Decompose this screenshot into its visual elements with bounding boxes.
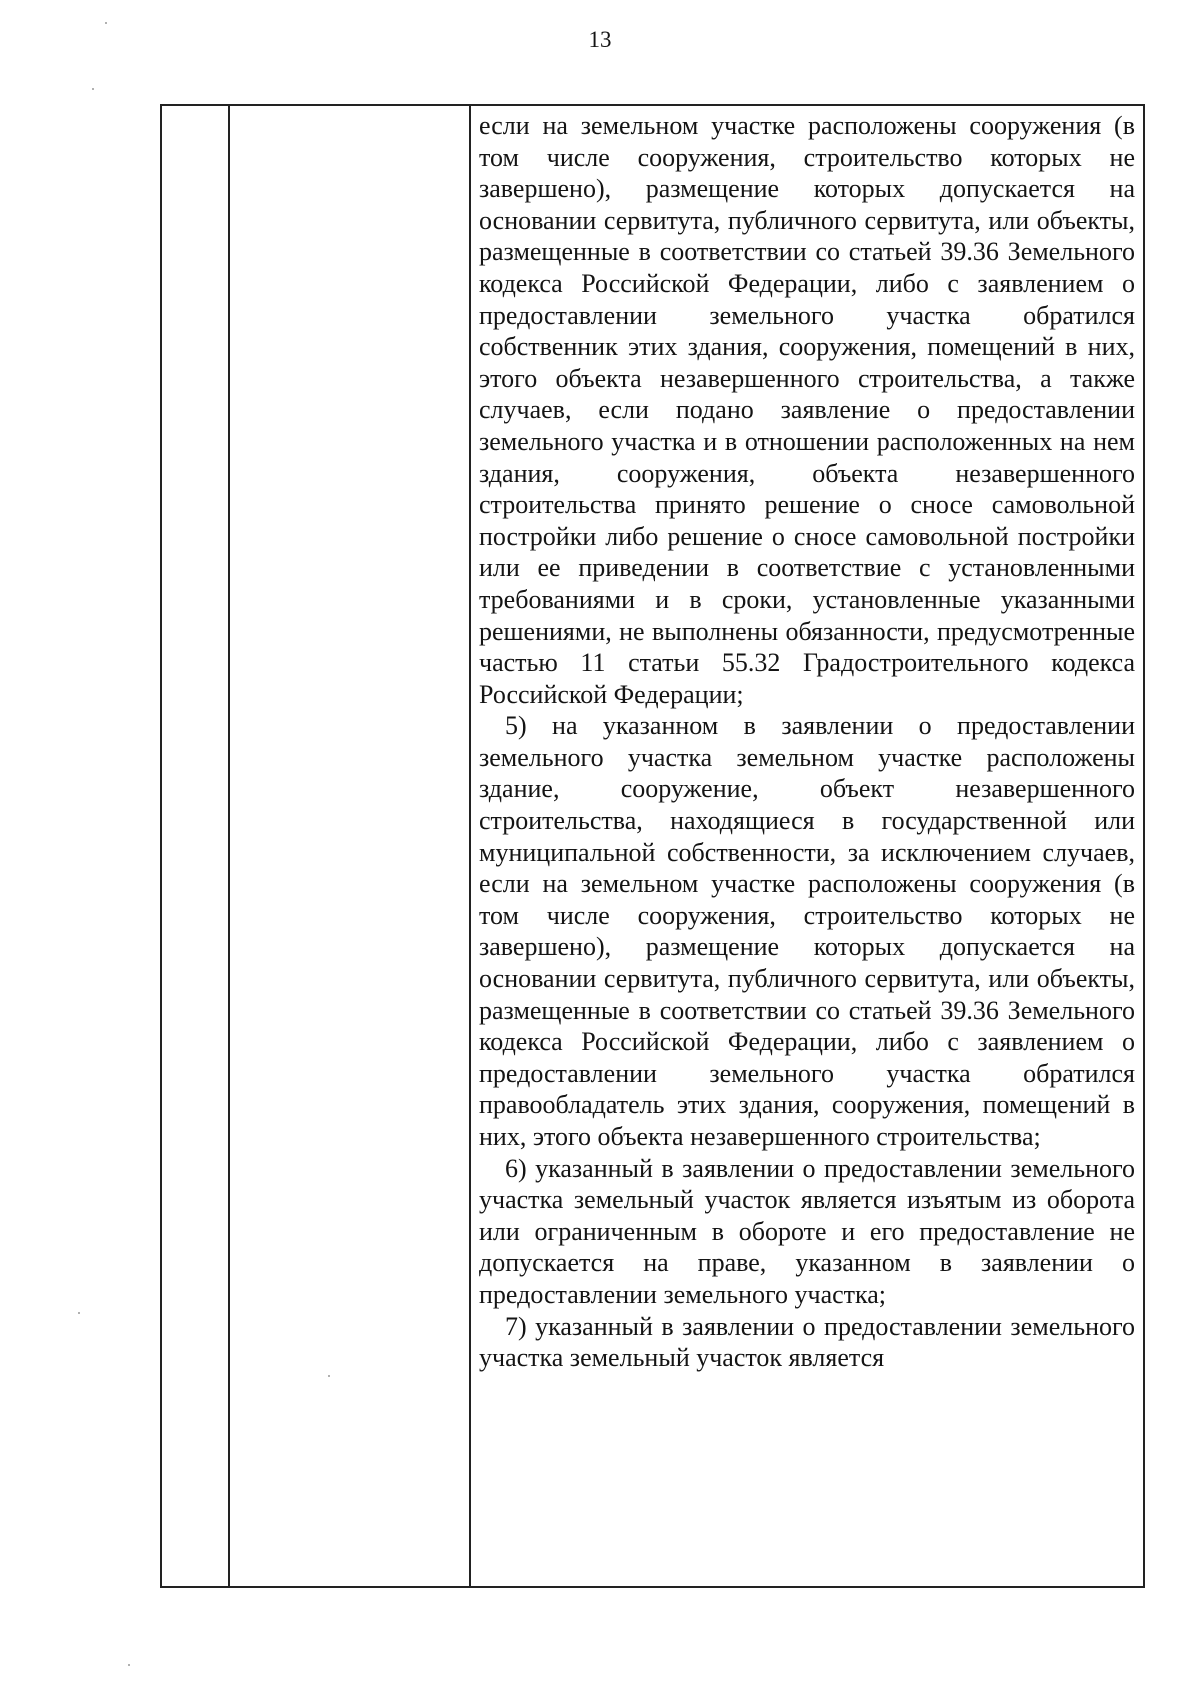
- document-table: [160, 104, 1145, 1588]
- paragraph-item-6: 6) указанный в заявлении о предоставлении земельного участка земельный участок является изъятым из оборота или ограниченным в обороте и его предоставление не допускается на праве, указанном в заявлении о предоставлении земельного участка;: [479, 1153, 1135, 1309]
- paragraph-continuation: если на земельном участке расположены сооружения (в том числе сооружения, строительство которых не завершено), размещение которых допускается на основании сервитута, публичного сервитута, или объекты, размещенные в соответствии со статьей 39.36 Земельного кодекса Российской Федерации, либо с заявлением о предоставлении земельного участка обратился собственник этих здания, сооружения, помещений в них, этого объекта незавершенного строительства, а также случаев, если подано заявление о предоставлении земельного участка и в отношении расположенных на нем здания, сооружения, объекта незавершенного строительства принято решение о сносе самовольной постройки либо решение о сносе самовольной постройки или ее приведении в соответствие с установленными требованиями и в сроки, установленные указанными решениями, не выполнены обязанности, предусмотренные частью 11 статьи 55.32 Градостроительного кодекса Российской Федерации;: [479, 111, 1135, 709]
- paragraph-item-7: 7) указанный в заявлении о предоставлении земельного участка земельный участок является: [479, 1311, 1135, 1373]
- text-cell: [479, 110, 1135, 1374]
- column-divider-1: [228, 106, 230, 1586]
- scan-speck: [105, 22, 107, 24]
- paragraph-item-5: 5) на указанном в заявлении о предоставлении земельного участка земельном участке расположены здание, сооружение, объект незавершенного строительства, находящиеся в государственной или муниципальной собственности, за исключением случаев, если на земельном участке расположены сооружения (в том числе сооружения, строительство которых не завершено), размещение которых допускается на основании сервитута, публичного сервитута, или объекты, размещенные в соответствии со статьей 39.36 Земельного кодекса Российской Федерации, либо с заявлением о предоставлении земельного участка обратился правообладатель этих здания, сооружения, помещений в них, этого объекта незавершенного строительства;: [479, 711, 1135, 1151]
- page-number: 13: [588, 27, 612, 52]
- scan-speck: [92, 88, 94, 90]
- scan-speck: [78, 1312, 80, 1314]
- column-divider-2: [469, 106, 471, 1586]
- scan-speck: [328, 1375, 330, 1377]
- scan-speck: [128, 1664, 130, 1666]
